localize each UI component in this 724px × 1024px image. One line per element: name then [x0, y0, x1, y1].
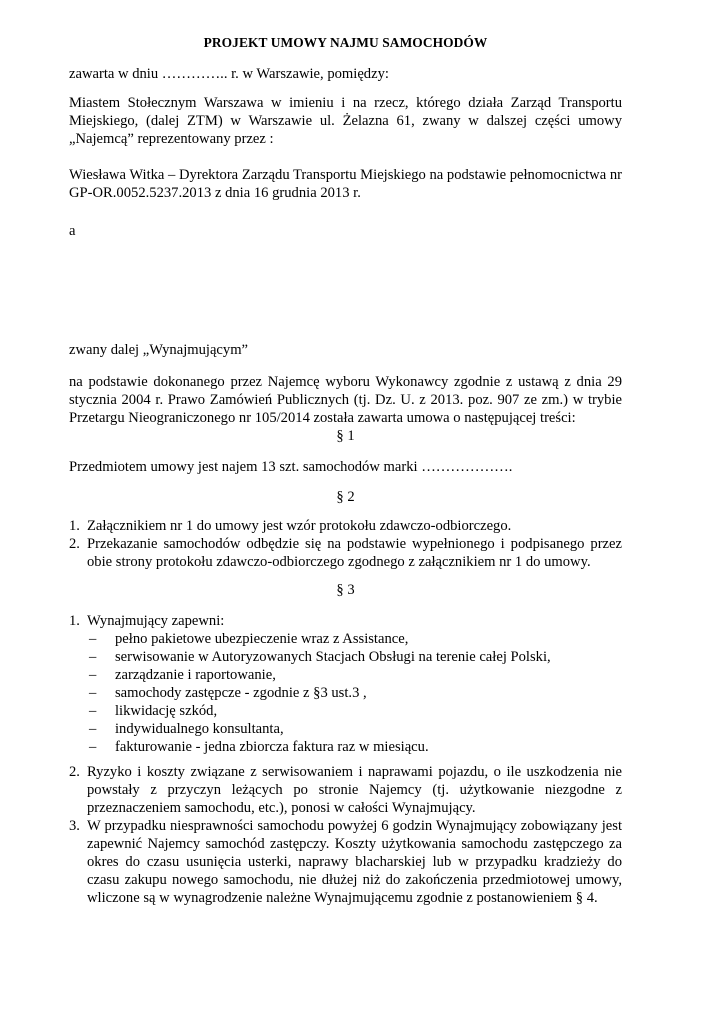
basis-paragraph: na podstawie dokonanego przez Najemcę wyboru Wykonawcy zgodnie z ustawą z dnia 29 stycznia 2004 r. Prawo Zamówień Publicznych (tj. Dz. U. z 2013. poz. 907 ze zm.) w trybie Przetargu Nieograniczonego nr 105/2014 została zawarta umowa o następującej treści:: [69, 374, 622, 426]
list-item-text: W przypadku niesprawności samochodu powyżej 6 godzin Wynajmujący zobowiązany jest zapewnić Najemcy samochód zastępczy. Koszty użytkowania samochodu zastępczego za okres do czasu usunięcia usterki, naprawy blacharskiej lub w przypadku kradzieży do czasu zakupu nowego samochodu, nie dłużej niż do zakończenia przedmiotowej umowy, wliczone są w wynagrodzenie należne Wynajmującemu zgodnie z postanowieniem § 4.: [87, 818, 622, 906]
list-item-text: Wynajmujący zapewni:: [87, 613, 225, 629]
list-item-text: Załącznikiem nr 1 do umowy jest wzór protokołu zdawczo-odbiorczego.: [87, 518, 512, 534]
section-3-item: [69, 612, 622, 630]
bullet-item: [89, 702, 609, 720]
bullet-item: [89, 684, 609, 702]
list-number: 1.: [69, 518, 80, 534]
list-number: 3.: [69, 818, 80, 834]
dash-bullet: –: [89, 703, 97, 719]
dash-bullet: –: [89, 739, 97, 755]
bullet-item: [89, 720, 609, 738]
section-2-item: [69, 535, 622, 571]
list-number: 2.: [69, 536, 80, 552]
bullet-text: likwidację szkód,: [115, 703, 218, 719]
list-item-text: Ryzyko i koszty związane z serwisowaniem i naprawami pojazdu, o ile uszkodzenia nie powstały z przyczyn leżących po stronie Najemcy (tj. użytkowanie niezgodne z przeznaczeniem samochodu, etc.), ponosi w całości Wynajmujący.: [87, 764, 622, 816]
dash-bullet: –: [89, 667, 97, 683]
list-item-text: Przekazanie samochodów odbędzie się na podstawie wypełnionego i podpisanego przez obie strony protokołu zdawczo-odbiorczego zgodnego z załącznikiem nr 1 do umowy.: [87, 536, 622, 570]
dash-bullet: –: [89, 631, 97, 647]
dash-bullet: –: [89, 649, 97, 665]
section-1-heading: § 1: [336, 428, 355, 444]
conjunction-a: a: [69, 223, 76, 239]
list-number: 1.: [69, 613, 80, 629]
list-number: 2.: [69, 764, 80, 780]
section-3-heading: § 3: [336, 582, 355, 598]
dash-bullet: –: [89, 685, 97, 701]
section-2-heading: § 2: [336, 489, 355, 505]
bullet-item: [89, 630, 609, 648]
bullet-text: pełno pakietowe ubezpieczenie wraz z Assistance,: [115, 631, 409, 647]
dash-bullet: –: [89, 721, 97, 737]
section-3-item: [69, 817, 622, 907]
bullet-text: samochody zastępcze - zgodnie z §3 ust.3 ,: [115, 685, 367, 701]
bullet-text: serwisowanie w Autoryzowanych Stacjach Obsługi na terenie całej Polski,: [115, 649, 551, 665]
representative-paragraph: Wiesława Witka – Dyrektora Zarządu Transportu Miejskiego na podstawie pełnomocnictwa nr GP-OR.0052.5237.2013 z dnia 16 grudnia 2013 r.: [69, 167, 622, 201]
date-line: zawarta w dniu ………….. r. w Warszawie, pomiędzy:: [69, 66, 389, 82]
section-2-item: [69, 517, 622, 535]
bullet-item: [89, 648, 609, 666]
party1-paragraph: Miastem Stołecznym Warszawa w imieniu i na rzecz, którego działa Zarząd Transportu Miejskiego, (dalej ZTM) w Warszawie ul. Żelazna 61, zwany w dalszej części umowy „Najemcą” reprezentowany przez :: [69, 95, 622, 147]
bullet-text: zarządzanie i raportowanie,: [115, 667, 276, 683]
section-1-text: Przedmiotem umowy jest najem 13 szt. samochodów marki ……………….: [69, 459, 513, 475]
document-title: PROJEKT UMOWY NAJMU SAMOCHODÓW: [203, 35, 488, 50]
bullet-item: [89, 738, 609, 756]
bullet-text: indywidualnego konsultanta,: [115, 721, 284, 737]
section-3-item: [69, 763, 622, 817]
bullet-item: [89, 666, 609, 684]
party2-line: zwany dalej „Wynajmującym”: [69, 342, 249, 358]
bullet-text: fakturowanie - jedna zbiorcza faktura raz w miesiącu.: [115, 739, 429, 755]
